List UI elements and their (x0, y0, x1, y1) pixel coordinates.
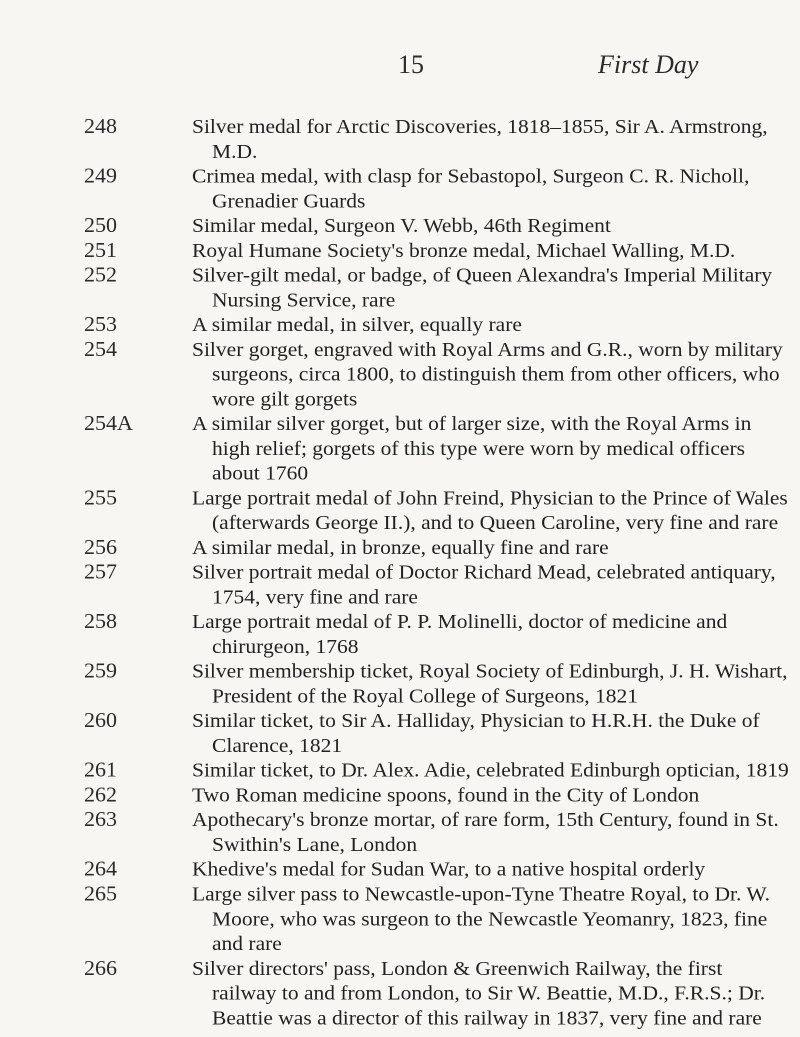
lot-description: A similar medal, in silver, equally rare (192, 313, 522, 336)
lot-description: Similar ticket, to Sir A. Halliday, Physician to H.R.H. the Duke of Clarence, 1821 (192, 709, 760, 757)
lot-number: 259 (84, 658, 117, 683)
page-number: 15 (398, 50, 424, 79)
lot-number: 256 (84, 534, 117, 559)
lot-description: Large portrait medal of P. P. Molinelli, doctor of medicine and chirurgeon, 1768 (192, 610, 728, 658)
lot-number: 266 (84, 955, 117, 980)
lot-number: 254 (84, 336, 117, 361)
lot-number: 249 (84, 163, 117, 188)
lot-number: 252 (84, 262, 117, 287)
lot-description: Silver medal for Arctic Discoveries, 1818–1855, Sir A. Armstrong, M.D. (192, 114, 768, 163)
lot-number: 261 (84, 757, 117, 782)
lot-description: Silver directors' pass, London & Greenwich Railway, the first railway to and from London, to Sir W. Beattie, M.D., F.R.S.; Dr. Beattie was a director of this railway in 1837, very fine and rare (192, 956, 766, 1030)
lot-number: 257 (84, 559, 117, 584)
lot-number: 258 (84, 609, 117, 633)
lot-description: Silver gorget, engraved with Royal Arms and G.R., worn by military surgeons, circa 1800, to distinguish them from other officers, who wore gilt gorgets (192, 337, 783, 411)
lot-description: A similar medal, in bronze, equally fine and rare (192, 535, 609, 559)
lot-number: 254A (84, 411, 133, 435)
lot-description: Large silver pass to Newcastle-upon-Tyne Theatre Royal, to Dr. W. Moore, who was surgeon to the Newcastle Yeomanry, 1823, fine and rare (192, 882, 771, 955)
lot-number: 263 (84, 807, 117, 831)
lot-number: 250 (84, 213, 117, 237)
lot-description: Large portrait medal of John Freind, Physician to the Prince of Wales (afterwards George II.), and to Queen Caroline, very fine and rare (192, 486, 788, 534)
lot-number: 264 (84, 856, 117, 881)
page-header (0, 50, 800, 90)
lot-number: 248 (84, 114, 117, 138)
lot-number: 262 (84, 782, 117, 807)
running-head: First Day (598, 50, 699, 79)
lot-number: 255 (84, 485, 117, 510)
lot-description: A similar silver gorget, but of larger size, with the Royal Arms in high relief; gorgets of this type were worn by medical officers about 1760 (192, 412, 752, 485)
lot-number: 260 (84, 708, 117, 732)
lot-description: Silver-gilt medal, or badge, of Queen Alexandra's Imperial Military Nursing Service, rare (192, 263, 773, 312)
lot-description: Silver membership ticket, Royal Society of Edinburgh, J. H. Wishart, President of the Royal College of Surgeons, 1821 (192, 659, 788, 708)
lot-description: Apothecary's bronze mortar, of rare form, 15th Century, found in St. Swithin's Lane, London (192, 808, 779, 856)
lot-description: Khedive's medal for Sudan War, to a native hospital orderly (192, 857, 706, 881)
lot-description: Crimea medal, with clasp for Sebastopol, Surgeon C. R. Nicholl, Grenadier Guards (192, 164, 750, 213)
lot-description: Silver portrait medal of Doctor Richard Mead, celebrated antiquary, 1754, very fine and rare (192, 560, 776, 609)
lot-number: 251 (84, 237, 117, 262)
lot-description: Similar medal, Surgeon V. Webb, 46th Regiment (192, 213, 611, 237)
lot-number: 265 (84, 881, 117, 906)
lot-description: Two Roman medicine spoons, found in the City of London (192, 783, 700, 807)
lot-description: Royal Humane Society's bronze medal, Michael Walling, M.D. (192, 238, 736, 262)
lot-description: Similar ticket, to Dr. Alex. Adie, celebrated Edinburgh optician, 1819 (192, 758, 789, 782)
lot-number: 253 (84, 312, 117, 336)
